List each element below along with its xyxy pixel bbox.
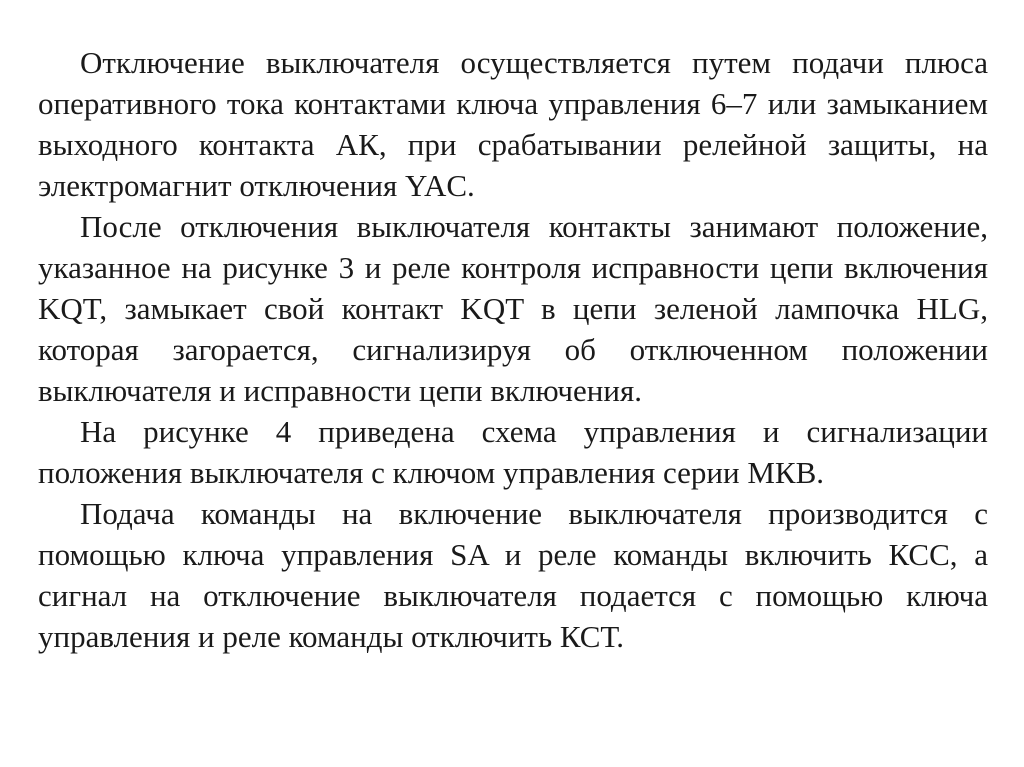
paragraph-figure-4-reference: На рисунке 4 приведена схема управления и сигнализации положения выключателя с ключом управления серии МКВ. (38, 414, 988, 490)
document-page (38, 42, 988, 657)
paragraph-closing-command: Подача команды на включение выключателя производится с помощью ключа управления SA и реле команды включить КСС, а сигнал на отключение выключателя подается с помощью ключа управления и реле команды отключить КСТ. (38, 496, 988, 654)
paragraph-after-tripping-indication: После отключения выключателя контакты занимают положение, указанное на рисунке 3 и реле контроля исправности цепи включения KQT, замыкает свой контакт KQT в цепи зеленой лампочка HLG, которая загорается, сигнализируя об отключенном положении выключателя и исправности цепи включения. (38, 209, 988, 408)
paragraph-circuit-breaker-tripping: Отключение выключателя осуществляется путем подачи плюса оперативного тока контактами ключа управления 6–7 или замыканием выходного контакта АК, при срабатывании релейной защиты, на электромагнит отключения YAC. (38, 45, 988, 203)
